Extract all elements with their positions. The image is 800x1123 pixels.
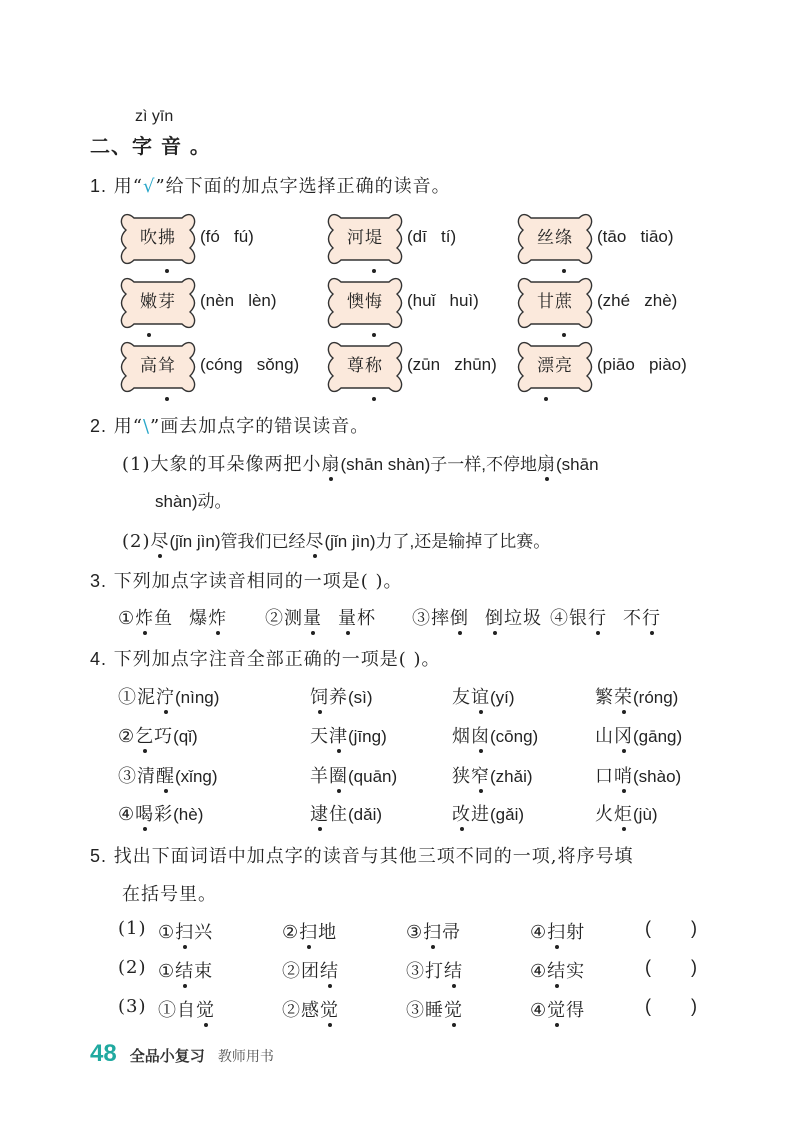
- q4-word: [452, 687, 490, 708]
- q3-word: [284, 608, 322, 629]
- q5-option: [406, 957, 463, 983]
- bone-word: [118, 208, 198, 268]
- q4-pinyin: (xǐng): [175, 767, 218, 786]
- q4-word-char: 喝: [135, 800, 154, 826]
- q5-option-number: ①: [158, 922, 176, 943]
- bone-word: [325, 208, 405, 268]
- q3-word: [485, 608, 542, 629]
- bone-char: 堤: [365, 208, 383, 268]
- bone-char: 尊: [347, 356, 365, 376]
- section-title: 二、字 音 。: [90, 134, 211, 158]
- q2-text-pre: 用“: [113, 416, 143, 437]
- pinyin-options[interactable]: (huǐ huì): [407, 291, 479, 310]
- q4-option-cell: [452, 762, 533, 788]
- q4-pinyin: (jīng): [348, 727, 387, 746]
- footer-subtitle: 教师用书: [217, 1049, 274, 1065]
- q5-option: [406, 996, 463, 1022]
- q5-word-char: 结: [175, 957, 194, 983]
- bone-char: 悔: [365, 272, 383, 332]
- q5-option: [530, 996, 585, 1022]
- page-number: 48: [90, 1040, 117, 1067]
- q1-text-pre: 用“: [113, 176, 143, 197]
- bone-word: [118, 336, 198, 396]
- q5-word-char: 觉: [444, 996, 463, 1022]
- pinyin-options[interactable]: (nèn lèn): [200, 291, 277, 310]
- bone-word-card: [118, 272, 198, 332]
- q4-word: [310, 687, 348, 708]
- q5-prompt: [90, 842, 633, 868]
- q4-pinyin: (cōng): [490, 727, 539, 746]
- q5-option-number: ②: [282, 1000, 301, 1021]
- q5-word: [425, 961, 463, 982]
- q4-word: [595, 766, 633, 787]
- q5-word-char: 束: [194, 961, 214, 982]
- q5-word-char: 兴: [194, 922, 214, 943]
- q5-word: [425, 1000, 463, 1021]
- bone-char: 称: [365, 336, 383, 396]
- q4-word-char: 火: [595, 804, 614, 825]
- bone-char: 高: [140, 356, 158, 376]
- q2-s1-dot-char-1: 扇: [322, 450, 341, 476]
- q5-number: 5.: [90, 846, 108, 866]
- q4-word-char: 改: [452, 800, 471, 826]
- q4-option-cell: [310, 800, 382, 826]
- q5-option: [282, 957, 339, 983]
- q2-number: 2.: [90, 416, 108, 436]
- bone-char: 亮: [555, 356, 573, 376]
- q4-pinyin: (gǎi): [490, 805, 525, 824]
- pinyin-options[interactable]: (fó fú): [200, 227, 254, 246]
- q4-word-char: 囱: [471, 722, 490, 748]
- q1-prompt: [90, 172, 451, 198]
- bone-word: [515, 208, 595, 268]
- answer-blank[interactable]: ( ): [645, 957, 697, 977]
- q5-option-number: ③: [406, 961, 425, 982]
- q4-word-char: 饲: [310, 683, 329, 709]
- q5-word: [175, 961, 213, 982]
- q5-option-number: ①: [158, 961, 176, 982]
- bone-word-card: [325, 208, 405, 268]
- q5-word-char: 睡: [425, 1000, 444, 1021]
- q2-s2-dot-char-1: 尽: [151, 527, 170, 553]
- section-pinyin: zì yīn: [135, 108, 174, 125]
- q5-word: [547, 1000, 585, 1021]
- q4-word-char: 泥: [137, 687, 156, 708]
- q4-pinyin: (yí): [490, 688, 515, 707]
- q2-s2-part-c: (jǐn jìn)力了,还是输掉了比赛。: [324, 532, 551, 551]
- q5-word-char: 打: [425, 961, 444, 982]
- q5-word-char: 感: [301, 1000, 320, 1021]
- q4-pinyin: (nìng): [175, 688, 220, 707]
- q5-word: [175, 922, 213, 943]
- q5-text-1: 找出下面词语中加点字的读音与其他三项不同的一项,将序号填: [113, 846, 634, 867]
- q4-word-char: 进: [471, 804, 490, 825]
- q5-word-char: 扫: [175, 918, 194, 944]
- q2-prompt: [90, 412, 369, 438]
- q4-word-char: 繁: [595, 687, 614, 708]
- q2-text-post: ”画去加点字的错误读音。: [150, 416, 370, 437]
- q4-option-cell: [595, 683, 678, 709]
- q3-prompt: [90, 567, 403, 593]
- q4-text: 下列加点字注音全部正确的一项是( )。: [113, 649, 441, 670]
- q4-word-char: 泞: [156, 683, 175, 709]
- q4-option-cell: [118, 683, 219, 709]
- q5-word-char: 扫: [299, 918, 318, 944]
- q5-word-char: 扫: [423, 918, 442, 944]
- pinyin-options[interactable]: (zhé zhè): [597, 291, 678, 310]
- q5-word-char: 得: [566, 1000, 586, 1021]
- q5-word-char: 扫: [547, 918, 566, 944]
- q4-word-char: 天: [310, 726, 329, 747]
- q5-row-label: (3): [118, 996, 147, 1017]
- q5-option-number: ④: [530, 961, 548, 982]
- bone-word-card: [515, 272, 595, 332]
- q5-option-number: ④: [530, 1000, 548, 1021]
- q3-word-char: 圾: [523, 608, 542, 629]
- bone-char: 绦: [555, 208, 573, 268]
- q4-word: [595, 804, 633, 825]
- bone-word-card: [325, 272, 405, 332]
- q5-row-label: (2): [118, 957, 147, 978]
- answer-blank[interactable]: ( ): [645, 918, 697, 938]
- slash-mark-icon: \: [142, 416, 151, 437]
- q4-word: [135, 726, 173, 747]
- q5-word-char: 团: [301, 961, 320, 982]
- q3-option-label: ②: [265, 608, 284, 629]
- q3-word-char: 倒: [450, 604, 469, 630]
- q4-option-cell: [595, 800, 658, 826]
- q5-word-char: 结: [444, 957, 463, 983]
- q1-text-post: ”给下面的加点字选择正确的读音。: [155, 176, 451, 197]
- q5-word-char: 结: [320, 957, 339, 983]
- q4-option-cell: [118, 762, 218, 788]
- q4-option-cell: [452, 722, 538, 748]
- pinyin-options[interactable]: (piāo piào): [597, 355, 687, 374]
- q3-word-char: 测: [284, 608, 303, 629]
- q3-word-char: 炸: [208, 604, 227, 630]
- q4-option-cell: [310, 762, 397, 788]
- q4-option-label: ③: [118, 766, 137, 787]
- bone-char: 蔗: [555, 272, 573, 332]
- q5-word: [423, 922, 461, 943]
- bone-word-card: [325, 336, 405, 396]
- q4-option-label: ④: [118, 804, 136, 825]
- q4-word: [137, 687, 175, 708]
- q4-word: [595, 687, 633, 708]
- q3-word: [189, 608, 227, 629]
- q3-word-char: 行: [588, 604, 607, 630]
- q4-word-char: 乞: [135, 722, 154, 748]
- q3-option-label: ③: [412, 608, 431, 629]
- q4-option-cell: [310, 683, 373, 709]
- q4-option-cell: [118, 722, 198, 748]
- q2-s1-part-b: (shān shàn)子一样,不停地: [340, 455, 537, 474]
- q4-word-char: 窄: [471, 762, 490, 788]
- q1-number: 1.: [90, 176, 108, 196]
- q4-prompt: [90, 645, 441, 671]
- q4-word-char: 住: [329, 804, 348, 825]
- q4-word: [452, 766, 490, 787]
- q5-option: [282, 996, 339, 1022]
- q5-word-char: 觉: [547, 996, 566, 1022]
- q5-option: [158, 996, 215, 1022]
- q5-word-char: 觉: [320, 996, 339, 1022]
- pinyin-options[interactable]: (tāo tiāo): [597, 227, 674, 246]
- q5-option-number: ②: [282, 961, 301, 982]
- q4-word-char: 狭: [452, 766, 471, 787]
- q5-option: [530, 918, 585, 944]
- footer-title: 全品小复习: [129, 1047, 205, 1065]
- q4-option-cell: [452, 683, 515, 709]
- q5-option-number: ①: [158, 1000, 177, 1021]
- q5-option-number: ③: [406, 1000, 425, 1021]
- bone-word: [118, 272, 198, 332]
- q4-word-char: 冈: [614, 722, 633, 748]
- q4-word: [595, 726, 633, 747]
- q4-pinyin: (hè): [173, 805, 204, 824]
- q4-option-label: ①: [118, 687, 137, 708]
- q4-pinyin: (quān): [348, 767, 398, 786]
- bone-char: 丝: [537, 228, 555, 248]
- q2-s1-part-d: shàn)动。: [155, 492, 232, 511]
- q3-option[interactable]: [265, 604, 376, 630]
- q3-word: [431, 608, 469, 629]
- q5-word-char: 自: [177, 1000, 196, 1021]
- q4-word: [135, 804, 173, 825]
- q5-option: [158, 957, 213, 983]
- q5-row-label: (1): [118, 918, 147, 939]
- q5-word-char: 帚: [442, 922, 462, 943]
- bone-word-card: [515, 208, 595, 268]
- q4-word-char: 逮: [310, 800, 329, 826]
- q3-word: [135, 608, 173, 629]
- q5-word: [301, 961, 339, 982]
- q4-word: [310, 726, 348, 747]
- q4-word-char: 巧: [154, 726, 174, 747]
- q5-option-number: ②: [282, 922, 300, 943]
- q4-word-char: 友: [452, 687, 471, 708]
- q4-word-char: 哨: [614, 762, 633, 788]
- q5-option-number: ④: [530, 922, 548, 943]
- bone-char: 耸: [158, 336, 176, 396]
- q4-pinyin: (róng): [633, 688, 679, 707]
- q5-word-char: 结: [547, 957, 566, 983]
- q5-option: [158, 918, 213, 944]
- q3-number: 3.: [90, 571, 108, 591]
- bone-char: 漂: [537, 336, 555, 396]
- q3-word-char: 倒: [485, 604, 504, 630]
- bone-word-card: [118, 208, 198, 268]
- bone-char: 懊: [347, 292, 365, 312]
- q3-word-char: 不: [623, 608, 642, 629]
- q2-s1-part-c: (shān: [556, 455, 599, 474]
- q5-option: [282, 918, 337, 944]
- q4-word-char: 养: [329, 687, 348, 708]
- q5-word: [299, 922, 337, 943]
- q3-word: [569, 608, 607, 629]
- bone-char: 甘: [537, 292, 555, 312]
- q3-option-label: ①: [118, 608, 136, 629]
- q5-option: [530, 957, 585, 983]
- q3-word-char: 银: [569, 608, 588, 629]
- q3-option[interactable]: [550, 604, 661, 630]
- pinyin-options[interactable]: (zūn zhūn): [407, 355, 497, 374]
- check-mark-icon: √: [142, 176, 156, 197]
- bone-char: 芽: [158, 292, 176, 312]
- q4-word-char: 津: [329, 722, 348, 748]
- q5-word: [177, 1000, 215, 1021]
- q4-option-cell: [595, 722, 682, 748]
- answer-blank[interactable]: ( ): [645, 996, 697, 1016]
- q5-word: [547, 961, 585, 982]
- bone-char: 嫩: [140, 272, 158, 332]
- footer: [90, 1040, 274, 1068]
- q4-word-char: 圈: [329, 762, 348, 788]
- q5-word-char: 地: [318, 922, 338, 943]
- q3-word-char: 摔: [431, 608, 450, 629]
- q4-word-char: 口: [595, 766, 614, 787]
- bone-word: [515, 336, 595, 396]
- bone-word: [325, 336, 405, 396]
- bone-word-card: [118, 336, 198, 396]
- pinyin-options[interactable]: (cóng sǒng): [200, 355, 300, 374]
- q4-option-cell: [452, 800, 524, 826]
- bone-char: 拂: [158, 208, 176, 268]
- q2-sentence-2: [122, 527, 550, 553]
- q4-word-char: 谊: [471, 683, 490, 709]
- q2-s1-part-a: (1)大象的耳朵像两把小: [122, 454, 322, 475]
- q4-option-label: ②: [118, 726, 136, 747]
- q4-word: [137, 766, 175, 787]
- q3-word-char: 量: [338, 604, 357, 630]
- q4-pinyin: (qǐ): [173, 727, 198, 746]
- q4-word-char: 醒: [156, 762, 175, 788]
- q2-sentence-1-cont: [155, 487, 232, 512]
- q5-option: [406, 918, 461, 944]
- bone-word: [325, 272, 405, 332]
- q3-option[interactable]: [412, 604, 542, 630]
- q5-word: [547, 922, 585, 943]
- q5-word: [301, 1000, 339, 1021]
- q4-pinyin: (sì): [348, 688, 373, 707]
- q4-word-char: 清: [137, 766, 156, 787]
- q5-word-char: 实: [566, 961, 586, 982]
- bone-word: [515, 272, 595, 332]
- q3-word-char: 爆: [189, 608, 209, 629]
- q5-option-number: ③: [406, 922, 424, 943]
- q5-text-2: 在括号里。: [122, 884, 217, 905]
- q3-option-label: ④: [550, 608, 569, 629]
- q4-pinyin: (shào): [633, 767, 682, 786]
- q4-pinyin: (jù): [633, 805, 658, 824]
- q3-word-char: 行: [642, 604, 661, 630]
- q2-s2-part-b: (jǐn jìn)管我们已经: [169, 532, 306, 551]
- q2-s2-part-a: (2): [122, 531, 151, 552]
- q2-sentence-1: [122, 450, 599, 476]
- q4-word-char: 山: [595, 726, 614, 747]
- q4-word-char: 烟: [452, 726, 471, 747]
- q3-word-char: 鱼: [154, 608, 174, 629]
- q2-s1-dot-char-2: 扇: [537, 450, 556, 476]
- q2-s2-dot-char-2: 尽: [306, 527, 325, 553]
- q4-word-char: 炬: [614, 800, 633, 826]
- q4-word: [310, 804, 348, 825]
- q4-pinyin: (dǎi): [348, 805, 383, 824]
- q3-word: [338, 608, 376, 629]
- bone-char: 吹: [140, 228, 158, 248]
- q3-word-char: 垃: [504, 608, 523, 629]
- q4-word: [452, 726, 490, 747]
- q4-word-char: 羊: [310, 766, 329, 787]
- bone-word-card: [515, 336, 595, 396]
- q4-number: 4.: [90, 649, 108, 669]
- q3-word-char: 量: [303, 604, 322, 630]
- q3-text: 下列加点字读音相同的一项是( )。: [113, 571, 403, 592]
- q4-word-char: 荣: [614, 683, 633, 709]
- q3-word: [623, 608, 661, 629]
- pinyin-options[interactable]: (dī tí): [407, 227, 457, 246]
- q4-pinyin: (gāng): [633, 727, 683, 746]
- q3-word-char: 杯: [357, 608, 376, 629]
- q4-option-cell: [310, 722, 387, 748]
- bone-char: 河: [347, 228, 365, 248]
- q5-word-char: 觉: [196, 996, 215, 1022]
- q4-word-char: 彩: [154, 804, 174, 825]
- q4-word: [310, 766, 348, 787]
- q5-word-char: 射: [566, 922, 586, 943]
- q4-option-cell: [595, 762, 681, 788]
- q4-pinyin: (zhǎi): [490, 767, 533, 786]
- q4-word: [452, 804, 490, 825]
- q3-option[interactable]: [118, 604, 227, 630]
- q4-option-cell: [118, 800, 203, 826]
- q3-word-char: 炸: [135, 604, 154, 630]
